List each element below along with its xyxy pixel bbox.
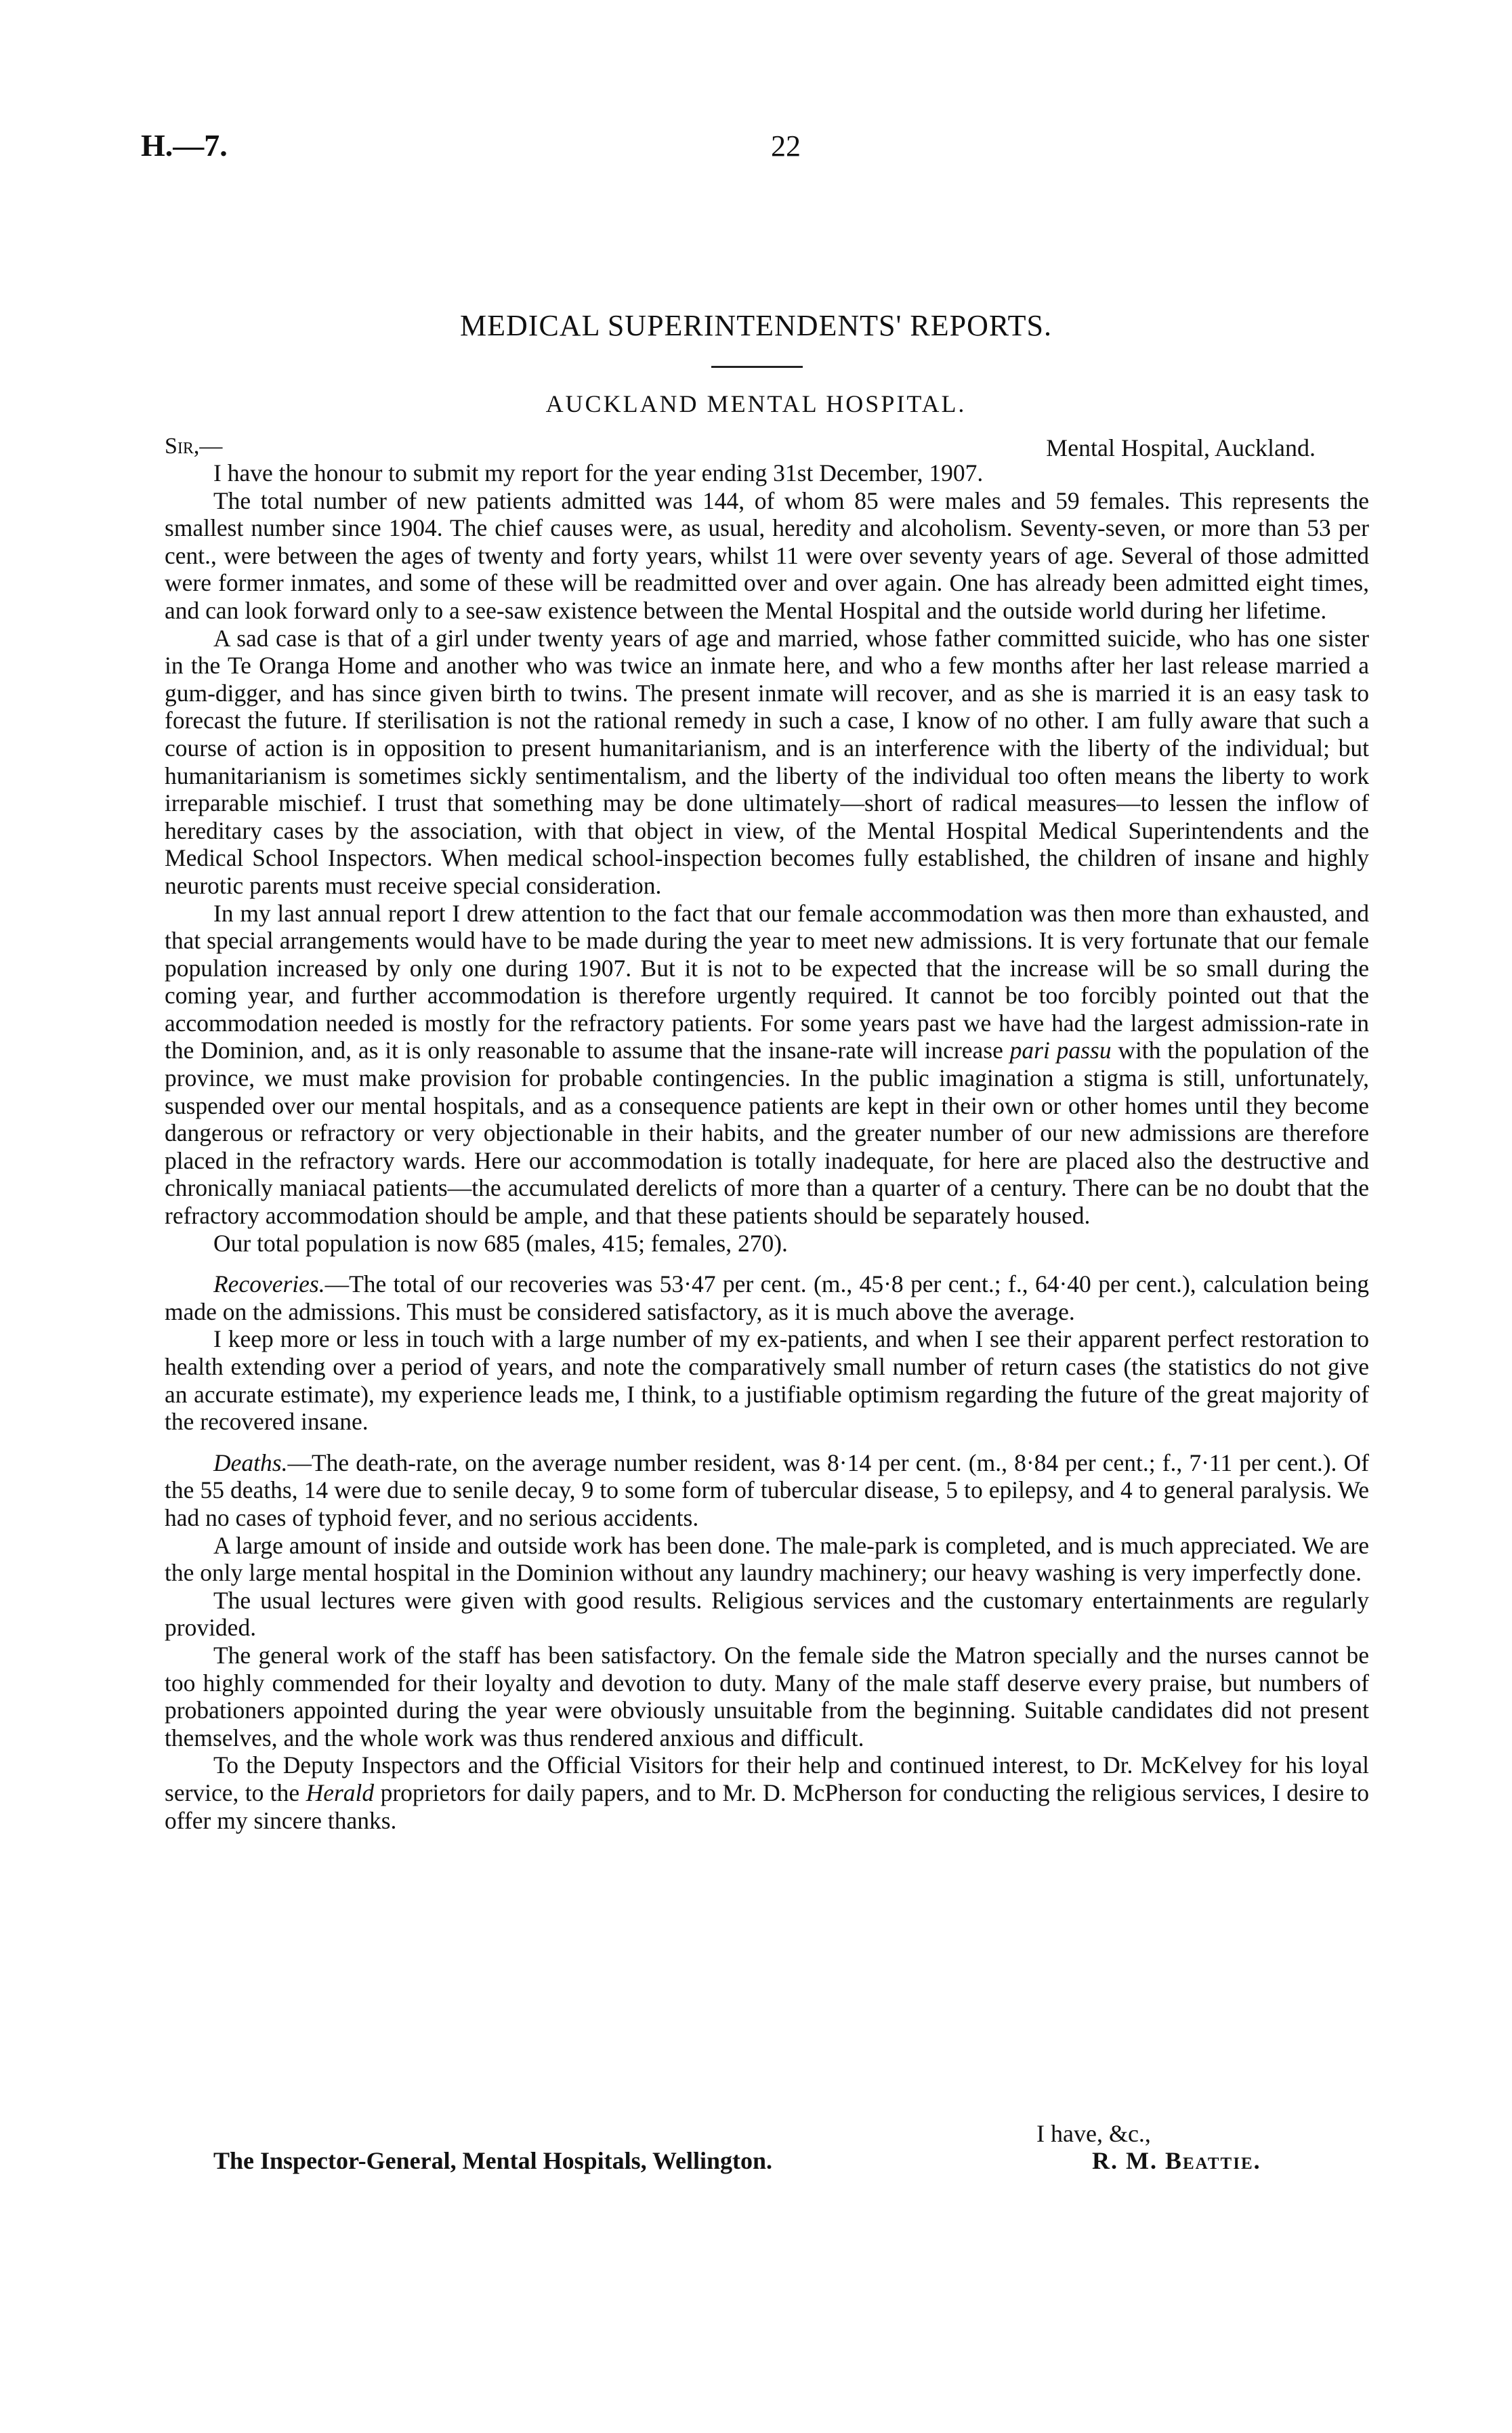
recoveries-text: —The total of our recoveries was 53·47 per cent. (m., 45·8 per cent.; f., 64·40 per cent.), calculation being made on the admissions. This must be considered satisfactory, as it is much above the average. <box>165 1270 1369 1325</box>
paragraph-population: Our total population is now 685 (males, 415; females, 270). <box>213 1229 788 1257</box>
paragraph-opening: I have the honour to submit my report for the year ending 31st December, 1907. <box>213 459 984 486</box>
paragraph-admissions: The total number of new patients admitted was 144, of whom 85 were males and 59 females. This represents the smallest number since 1904. The chief causes were, as usual, heredity and alcoholism. Seventy-seven, or more than 53 per cent., were between the ages of twenty and forty years, whilst 11 were over seventy years of age. Several of those admitted were former inmates, and some of these will be readmitted over and over again. One has already been admitted eight times, and can look forward only to a see-saw existence between the Mental Hospital and the outside world during her lifetime. <box>165 486 1369 624</box>
recoveries-heading: Recoveries. <box>213 1270 325 1298</box>
addressee: The Inspector-General, Mental Hospitals, Wellington. <box>213 2147 772 2174</box>
paragraph-accommodation <box>165 900 1369 1230</box>
report-title: MEDICAL SUPERINTENDENTS' REPORTS. <box>460 309 1052 342</box>
newspaper-name: Herald <box>306 1779 375 1806</box>
signature <box>1092 2146 1261 2175</box>
thanks-text-b: proprietors for daily papers, and to Mr. D. McPherson for conducting the religious services, I desire to offer my sincere thanks. <box>165 1779 1370 1834</box>
closing-line: I have, &c., <box>1036 2120 1151 2147</box>
paragraph-recoveries <box>165 1270 1369 1325</box>
paragraph-ex-patients: I keep more or less in touch with a large number of my ex-patients, and when I see their apparent perfect restoration to health extending over a period of years, and note the comparatively small number of return cases (the statistics do not give an accurate estimate), my experience leads me, I think, to a justifiable optimism regarding the future of the great majority of the recovered insane. <box>165 1325 1369 1436</box>
signature-surname: Beattie. <box>1164 2147 1261 2174</box>
paragraph-thanks <box>165 1751 1369 1834</box>
paragraph-staff: The general work of the staff has been satisfactory. On the female side the Matron specially and the nurses cannot be too highly commended for their loyalty and devotion to duty. Many of the male staff deserve every praise, but numbers of probationers appointed during the year were obviously unsuitable from the beginning. Suitable candidates did not present themselves, and the whole work was thus rendered anxious and difficult. <box>165 1641 1369 1751</box>
accommodation-text-b: with the population of the province, we must make provision for probable contingencies. In the public imagination a stigma is still, unfortunately, suspended over our mental hospitals, and as a consequence patients are kept in their own or other homes until they become dangerous or refractory or very objectionable in their habits, and the greater number of our new admissions are therefore placed in the refractory wards. Here our accommodation is totally inadequate, for here are placed also the destructive and chronically maniacal patients—the accumulated derelicts of more than a quarter of a century. There can be no doubt that the refractory accommodation should be ample, and that these patients should be separately housed. <box>165 1037 1370 1230</box>
deaths-text: —The death-rate, on the average number resident, was 8·14 per cent. (m., 8·84 per cent.; f., 7·11 per cent.). Of the 55 deaths, 14 were due to senile decay, 9 to some form of tubercular disease, 5 to epilepsy, and 4 to general paralysis. We had no cases of typhoid fever, and no serious accidents. <box>165 1449 1369 1531</box>
deaths-heading: Deaths. <box>213 1449 288 1476</box>
latin-phrase: pari passu <box>1009 1037 1112 1064</box>
thanks-text-a: To the Deputy Inspectors and the Official Visitors for their help and continued interest, to Dr. McKelvey for his loyal service, to the <box>165 1751 1369 1806</box>
paragraph-sad-case: A sad case is that of a girl under twenty years of age and married, whose father committed suicide, who has one sister in the Te Oranga Home and another who was twice an inmate here, and who a few months after her last release married a gum-digger, and has since given birth to twins. The present inmate will recover, and as she is married it is an easy task to forecast the future. If sterilisation is not the rational remedy in such a case, I know of no other. I am fully aware that such a course of action is in opposition to present humanitarianism, and is an interference with the liberty of the individual; but humanitarianism is sometimes sickly sentimentalism, and the liberty of the individual too often means the liberty to work irreparable mischief. I trust that something may be done ultimately—short of radical measures—to lessen the inflow of hereditary cases by the association, with that object in view, of the Mental Hospital Medical Superintendents and the Medical School Inspectors. When medical school-inspection becomes fully established, the children of insane and highly neurotic parents must receive special consideration. <box>165 624 1369 899</box>
sender-address: Mental Hospital, Auckland. <box>1046 434 1316 461</box>
report-subtitle: AUCKLAND MENTAL HOSPITAL. <box>545 390 967 417</box>
accommodation-text-a: In my last annual report I drew attention to the fact that our female accommodation was then more than exhausted, and that special arrangements would have to be made during the year to meet new admissions. It is very fortunate that our female population increased by only one during 1907. But it is not to be expected that the increase will be so small during the coming year, and further accommodation is therefore urgently required. It cannot be too forcibly pointed out that the accommodation needed is mostly for the refractory patients. For some years past we have had the largest admission-rate in the Dominion, and, as it is only reasonable to assume that the insane-rate will increase <box>165 899 1369 1064</box>
header-reference: H.—7. <box>141 128 228 163</box>
report-body <box>165 459 1369 1834</box>
paragraph-deaths <box>165 1449 1369 1532</box>
paragraph-lectures: The usual lectures were given with good results. Religious services and the customary entertainments are regularly provided. <box>165 1586 1369 1642</box>
title-rule <box>711 366 803 368</box>
salutation: Sir,— <box>165 434 223 459</box>
signature-initials: R. M. <box>1092 2147 1158 2174</box>
page-number: 22 <box>771 129 801 163</box>
paragraph-works: A large amount of inside and outside work has been done. The male-park is completed, and is much appreciated. We are the only large mental hospital in the Dominion without any laundry machinery; our heavy washing is very imperfectly done. <box>165 1531 1369 1587</box>
